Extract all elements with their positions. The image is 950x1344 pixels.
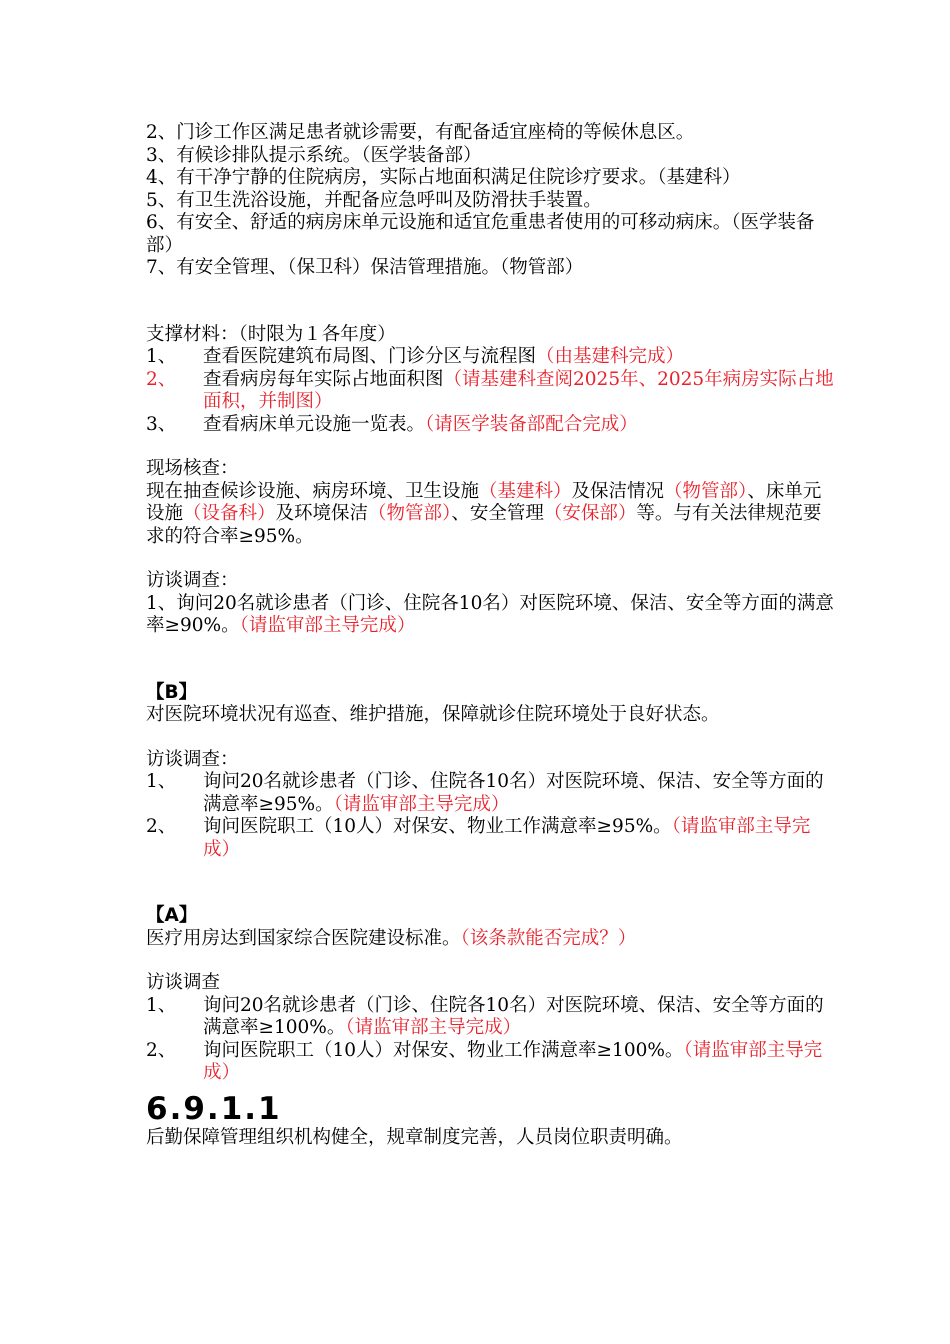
support-item: 2、 查看病房每年实际占地面积图（请基建科查阅2025年、2025年病房实际占地面积，并制图） <box>146 368 834 412</box>
onsite-heading: 现场核查： <box>146 458 239 479</box>
section-number: 6.9.1.1 <box>146 1090 282 1127</box>
support-heading: 支撑材料：（时限为１各年度） <box>146 323 396 345</box>
intro-line-6: 6、有安全、舒适的病房床单元设施和适宜危重患者使用的可移动病床。（医学装备部） <box>146 212 815 256</box>
intro-line-5: 5、有卫生洗浴设施，并配备应急呼叫及防滑扶手装置。 <box>146 189 602 211</box>
support-note: （请医学装备部配合完成） <box>425 413 638 435</box>
intro-line-7: 7、有安全管理、（保卫科）保洁管理措施。（物管部） <box>146 257 584 278</box>
intro-line-2: 2、门诊工作区满足患者就诊需要，有配备适宜座椅的等候休息区。 <box>146 122 695 143</box>
grade-a-item: 1、 询问20名就诊患者（门诊、住院各10名）对医院环境、保洁、安全等方面的满意率≥100%。（请监审部主导完成） <box>146 994 824 1038</box>
intro-line-3: 3、有候诊排队提示系统。（医学装备部） <box>146 144 482 166</box>
support-item: 3、 查看病床单元设施一览表。（请医学装备部配合完成） <box>146 413 638 435</box>
interview-heading: 访谈调查： <box>146 570 239 591</box>
onsite-text: 现在抽查候诊设施、病房环境、卫生设施（基建科）及保洁情况（物管部）、床单元设施（设备科）及环境保洁（物管部）、安全管理（安保部）等。与有关法律规范要求的符合率≥95%。 <box>146 480 822 547</box>
support-note: （请基建科查阅2025年、2025年病房实际占地面积，并制图） <box>203 368 834 412</box>
section-text: 后勤保障管理组织机构健全，规章制度完善，人员岗位职责明确。 <box>146 1126 683 1148</box>
support-note: （由基建科完成） <box>536 346 685 367</box>
grade-b-interview-heading: 访谈调查： <box>146 748 239 770</box>
grade-a-label: 【A】 <box>146 905 198 926</box>
grade-b-label: 【B】 <box>146 681 198 703</box>
grade-a-item: 2、 询问医院职工（10人）对保安、物业工作满意率≥100%。（请监审部主导完成） <box>146 1039 823 1083</box>
grade-a-interview-heading: 访谈调查 <box>146 972 221 993</box>
interview-text: 1、询问20名就诊患者（门诊、住院各10名）对医院环境、保洁、安全等方面的满意率≥90%。（请监审部主导完成） <box>146 592 834 636</box>
support-item: 1、 查看医院建筑布局图、门诊分区与流程图（由基建科完成） <box>146 346 685 367</box>
grade-b-desc: 对医院环境状况有巡查、维护措施，保障就诊住院环境处于良好状态。 <box>146 704 720 725</box>
grade-b-item: 1、 询问20名就诊患者（门诊、住院各10名）对医院环境、保洁、安全等方面的满意率≥95%。（请监审部主导完成） <box>146 771 824 815</box>
grade-b-item: 2、 询问医院职工（10人）对保安、物业工作满意率≥95%。（请监审部主导完成） <box>146 816 811 860</box>
grade-a-desc: 医疗用房达到国家综合医院建设标准。（该条款能否完成？） <box>146 927 637 949</box>
document-page <box>146 122 836 1149</box>
intro-line-4: 4、有干净宁静的住院病房，实际占地面积满足住院诊疗要求。（基建科） <box>146 167 741 188</box>
